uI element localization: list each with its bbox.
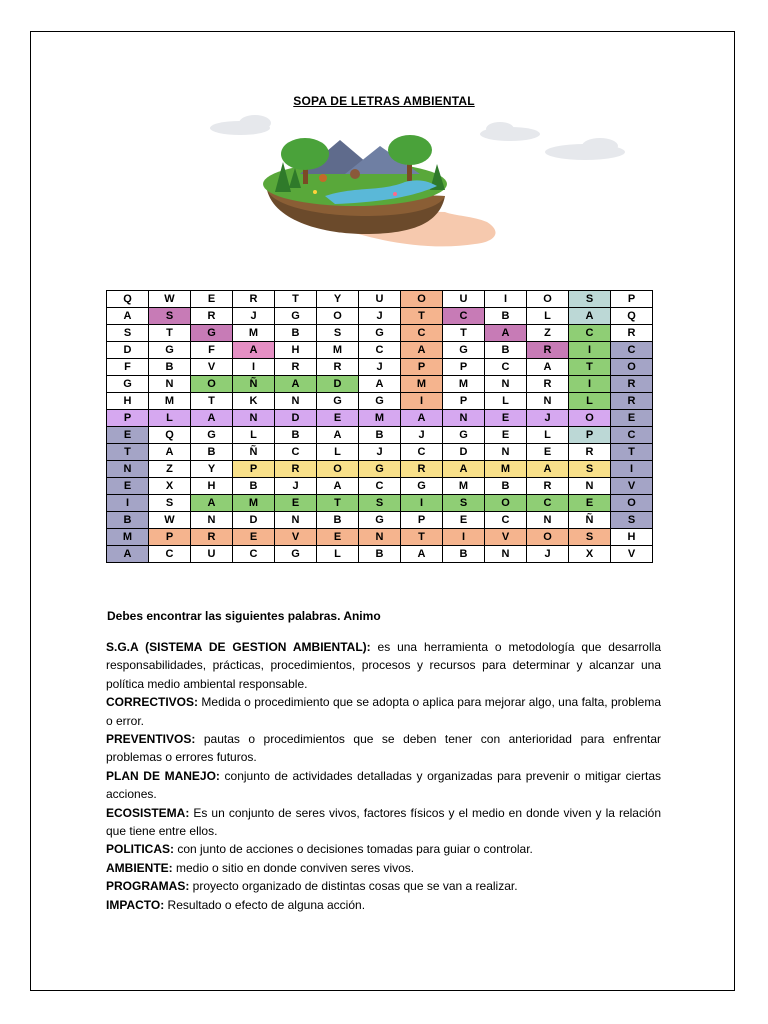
grid-cell: J [275, 478, 317, 495]
word-search-grid [106, 290, 653, 563]
definition-item [106, 693, 661, 730]
grid-cell: N [443, 410, 485, 427]
grid-cell: N [359, 529, 401, 546]
grid-cell: T [107, 444, 149, 461]
grid-cell: B [443, 546, 485, 563]
grid-cell: H [107, 393, 149, 410]
grid-cell: K [233, 393, 275, 410]
grid-cell: L [569, 393, 611, 410]
grid-cell: N [275, 512, 317, 529]
grid-cell: I [401, 393, 443, 410]
grid-cell: B [233, 478, 275, 495]
grid-row [107, 393, 653, 410]
grid-cell: D [275, 410, 317, 427]
definition-text: proyecto organizado de distintas cosas que se van a realizar. [189, 879, 518, 894]
grid-cell: R [275, 359, 317, 376]
grid-cell: X [149, 478, 191, 495]
grid-cell: S [569, 291, 611, 308]
grid-cell: H [275, 342, 317, 359]
grid-cell: M [233, 325, 275, 342]
grid-row [107, 291, 653, 308]
grid-cell: S [149, 495, 191, 512]
grid-cell: E [317, 529, 359, 546]
grid-cell: E [485, 410, 527, 427]
grid-cell: T [569, 359, 611, 376]
grid-cell: E [275, 495, 317, 512]
grid-cell: C [485, 512, 527, 529]
grid-cell: B [485, 308, 527, 325]
grid-cell: R [611, 325, 653, 342]
grid-cell: B [359, 427, 401, 444]
grid-cell: G [401, 478, 443, 495]
grid-row [107, 461, 653, 478]
grid-cell: E [485, 427, 527, 444]
grid-cell: Y [317, 291, 359, 308]
definition-item [106, 859, 661, 877]
grid-cell: R [527, 376, 569, 393]
grid-cell: G [443, 427, 485, 444]
grid-cell: C [401, 325, 443, 342]
grid-cell: G [443, 342, 485, 359]
grid-cell: O [569, 410, 611, 427]
grid-cell: L [317, 546, 359, 563]
grid-cell: M [149, 393, 191, 410]
grid-row [107, 495, 653, 512]
grid-cell: N [275, 393, 317, 410]
grid-cell: P [233, 461, 275, 478]
grid-cell: S [149, 308, 191, 325]
grid-cell: B [359, 546, 401, 563]
definition-item [106, 804, 661, 841]
grid-row [107, 444, 653, 461]
grid-cell: A [233, 342, 275, 359]
grid-cell: S [611, 512, 653, 529]
grid-cell: C [611, 342, 653, 359]
grid-cell: X [569, 546, 611, 563]
grid-cell: T [401, 529, 443, 546]
grid-cell: E [611, 410, 653, 427]
grid-cell: I [485, 291, 527, 308]
grid-cell: A [191, 495, 233, 512]
grid-cell: G [275, 308, 317, 325]
grid-cell: A [401, 546, 443, 563]
grid-cell: M [401, 376, 443, 393]
grid-cell: G [317, 393, 359, 410]
grid-cell: C [485, 359, 527, 376]
grid-cell: B [107, 512, 149, 529]
grid-cell: C [359, 478, 401, 495]
grid-cell: O [401, 291, 443, 308]
grid-cell: A [401, 342, 443, 359]
grid-cell: J [233, 308, 275, 325]
grid-cell: D [107, 342, 149, 359]
grid-cell: R [275, 461, 317, 478]
definition-item [106, 877, 661, 895]
grid-cell: S [569, 461, 611, 478]
grid-cell: L [233, 427, 275, 444]
grid-cell: M [359, 410, 401, 427]
ecosystem-in-hand-illustration [205, 112, 635, 252]
grid-cell: E [317, 410, 359, 427]
grid-cell: N [485, 376, 527, 393]
grid-cell: S [107, 325, 149, 342]
grid-cell: T [275, 291, 317, 308]
grid-cell: G [359, 461, 401, 478]
grid-cell: F [191, 342, 233, 359]
grid-cell: P [149, 529, 191, 546]
grid-cell: J [401, 427, 443, 444]
grid-cell: A [443, 461, 485, 478]
page-title: SOPA DE LETRAS AMBIENTAL [293, 94, 475, 108]
grid-cell: E [443, 512, 485, 529]
grid-cell: Ñ [569, 512, 611, 529]
grid-cell: P [569, 427, 611, 444]
grid-cell: V [611, 546, 653, 563]
grid-row [107, 546, 653, 563]
grid-cell: M [317, 342, 359, 359]
definition-text: pautas o procedimientos que se deben tener con anterioridad para enfrentar problemas o errores futuros. [106, 732, 661, 765]
grid-cell: O [527, 291, 569, 308]
grid-cell: P [443, 393, 485, 410]
grid-row [107, 359, 653, 376]
grid-cell: C [611, 427, 653, 444]
grid-cell: O [317, 461, 359, 478]
definition-item [106, 896, 661, 914]
grid-cell: Z [149, 461, 191, 478]
grid-cell: B [191, 444, 233, 461]
grid-cell: N [485, 546, 527, 563]
grid-row [107, 478, 653, 495]
grid-cell: N [527, 512, 569, 529]
grid-row [107, 308, 653, 325]
grid-cell: L [317, 444, 359, 461]
grid-cell: P [611, 291, 653, 308]
grid-cell: C [275, 444, 317, 461]
grid-cell: C [569, 325, 611, 342]
definition-term: S.G.A (SISTEMA DE GESTION AMBIENTAL): [106, 640, 371, 654]
grid-cell: D [233, 512, 275, 529]
grid-cell: Ñ [233, 444, 275, 461]
grid-cell: T [443, 325, 485, 342]
grid-cell: N [149, 376, 191, 393]
grid-cell: U [359, 291, 401, 308]
grid-cell: H [191, 478, 233, 495]
grid-cell: A [107, 546, 149, 563]
grid-cell: A [485, 325, 527, 342]
grid-cell: A [149, 444, 191, 461]
grid-cell: N [107, 461, 149, 478]
grid-cell: V [191, 359, 233, 376]
grid-cell: E [107, 478, 149, 495]
grid-cell: R [569, 444, 611, 461]
grid-cell: T [317, 495, 359, 512]
grid-cell: M [485, 461, 527, 478]
grid-cell: J [527, 546, 569, 563]
grid-cell: B [275, 325, 317, 342]
grid-cell: U [191, 546, 233, 563]
grid-cell: T [191, 393, 233, 410]
grid-cell: A [569, 308, 611, 325]
grid-cell: I [233, 359, 275, 376]
grid-cell: N [191, 512, 233, 529]
grid-cell: A [359, 376, 401, 393]
grid-cell: C [233, 546, 275, 563]
grid-cell: P [401, 512, 443, 529]
grid-cell: C [527, 495, 569, 512]
grid-cell: N [233, 410, 275, 427]
grid-cell: Z [527, 325, 569, 342]
grid-cell: O [191, 376, 233, 393]
grid-cell: L [527, 427, 569, 444]
grid-cell: P [401, 359, 443, 376]
definition-item [106, 767, 661, 804]
grid-cell: S [359, 495, 401, 512]
grid-cell: J [359, 308, 401, 325]
grid-cell: E [191, 291, 233, 308]
definition-term: ECOSISTEMA: [106, 805, 190, 820]
grid-cell: Q [611, 308, 653, 325]
grid-cell: A [191, 410, 233, 427]
grid-cell: V [485, 529, 527, 546]
grid-cell: O [485, 495, 527, 512]
grid-cell: Ñ [233, 376, 275, 393]
grid-cell: R [527, 342, 569, 359]
definitions-list [106, 638, 661, 914]
grid-cell: I [611, 461, 653, 478]
grid-cell: W [149, 512, 191, 529]
grid-cell: T [401, 308, 443, 325]
definition-text: con junto de acciones o decisiones tomadas para guiar o controlar. [174, 842, 533, 857]
grid-cell: R [611, 393, 653, 410]
grid-row [107, 376, 653, 393]
grid-cell: I [107, 495, 149, 512]
grid-cell: N [527, 393, 569, 410]
grid-cell: V [275, 529, 317, 546]
grid-cell: A [275, 376, 317, 393]
definition-text: Es un conjunto de seres vivos, factores físicos y el medio en donde viven y la relación que tiene entre ellos. [106, 805, 661, 839]
grid-cell: O [611, 495, 653, 512]
grid-cell: B [275, 427, 317, 444]
definition-item [106, 638, 661, 693]
grid-cell: G [191, 325, 233, 342]
grid-cell: A [527, 359, 569, 376]
grid-cell: J [527, 410, 569, 427]
grid-cell: V [611, 478, 653, 495]
grid-cell: M [443, 376, 485, 393]
grid-cell: B [485, 478, 527, 495]
grid-cell: M [443, 478, 485, 495]
definition-term: PLAN DE MANEJO: [106, 768, 220, 783]
grid-cell: C [359, 342, 401, 359]
grid-cell: I [443, 529, 485, 546]
definition-term: PROGRAMAS: [106, 879, 190, 894]
grid-cell: D [317, 376, 359, 393]
grid-cell: A [107, 308, 149, 325]
grid-cell: T [611, 444, 653, 461]
grid-cell: E [107, 427, 149, 444]
grid-row [107, 325, 653, 342]
definition-text: conjunto de actividades detalladas y organizadas para prevenir o mitigar ciertas acciones. [106, 768, 661, 802]
definition-item [106, 840, 661, 858]
grid-cell: U [443, 291, 485, 308]
grid-cell: Q [149, 427, 191, 444]
definition-term: CORRECTIVOS: [106, 695, 199, 710]
definition-term: PREVENTIVOS: [106, 732, 196, 747]
instructions: Debes encontrar las siguientes palabras. Animo [107, 609, 381, 623]
grid-cell: E [233, 529, 275, 546]
grid-row [107, 427, 653, 444]
grid-cell: E [569, 495, 611, 512]
grid-cell: R [527, 478, 569, 495]
grid-cell: C [149, 546, 191, 563]
grid-cell: A [317, 478, 359, 495]
grid-cell: A [401, 410, 443, 427]
grid-cell: L [149, 410, 191, 427]
grid-cell: N [569, 478, 611, 495]
grid-cell: G [359, 325, 401, 342]
grid-cell: L [485, 393, 527, 410]
grid-cell: M [107, 529, 149, 546]
grid-cell: R [233, 291, 275, 308]
grid-cell: S [569, 529, 611, 546]
grid-cell: I [401, 495, 443, 512]
definition-term: IMPACTO: [106, 897, 165, 912]
grid-cell: Y [191, 461, 233, 478]
grid-cell: B [485, 342, 527, 359]
grid-cell: P [107, 410, 149, 427]
grid-cell: G [191, 427, 233, 444]
grid-cell: O [317, 308, 359, 325]
grid-cell: S [317, 325, 359, 342]
grid-cell: M [233, 495, 275, 512]
grid-cell: C [443, 308, 485, 325]
grid-row [107, 529, 653, 546]
grid-cell: L [527, 308, 569, 325]
grid-cell: G [359, 512, 401, 529]
grid-cell: N [485, 444, 527, 461]
grid-cell: B [317, 512, 359, 529]
grid-cell: D [443, 444, 485, 461]
grid-cell: S [443, 495, 485, 512]
definition-term: AMBIENTE: [106, 860, 173, 875]
grid-cell: F [107, 359, 149, 376]
grid-row [107, 410, 653, 427]
grid-cell: R [191, 308, 233, 325]
definition-item [106, 730, 661, 767]
grid-cell: I [569, 342, 611, 359]
definition-text: Resultado o efecto de alguna acción. [164, 897, 366, 912]
grid-cell: J [359, 444, 401, 461]
grid-cell: A [317, 427, 359, 444]
grid-cell: O [611, 359, 653, 376]
grid-cell: H [611, 529, 653, 546]
grid-row [107, 512, 653, 529]
definition-text: Medida o procedimiento que se adopta o aplica para mejorar algo, una falta, problema o error. [106, 695, 661, 728]
grid-cell: R [317, 359, 359, 376]
grid-cell: O [527, 529, 569, 546]
grid-cell: R [401, 461, 443, 478]
grid-cell: I [569, 376, 611, 393]
grid-cell: R [191, 529, 233, 546]
definition-text: medio o sitio en donde conviven seres vivos. [172, 860, 415, 875]
grid-cell: G [149, 342, 191, 359]
grid-cell: A [527, 461, 569, 478]
definition-term: POLITICAS: [106, 842, 174, 857]
grid-cell: B [149, 359, 191, 376]
grid-cell: T [149, 325, 191, 342]
grid-cell: J [359, 359, 401, 376]
grid-cell: G [107, 376, 149, 393]
grid-cell: G [275, 546, 317, 563]
grid-cell: W [149, 291, 191, 308]
grid-cell: R [611, 376, 653, 393]
grid-cell: E [527, 444, 569, 461]
grid-cell: C [401, 444, 443, 461]
grid-cell: P [443, 359, 485, 376]
definition-text: es una herramienta o metodología que desarrolla responsabilidades, prácticas, procedimientos, procesos y recursos para determinar y alcanzar una política medio ambiental responsable. [106, 640, 661, 691]
grid-cell: G [359, 393, 401, 410]
grid-row [107, 342, 653, 359]
grid-cell: Q [107, 291, 149, 308]
